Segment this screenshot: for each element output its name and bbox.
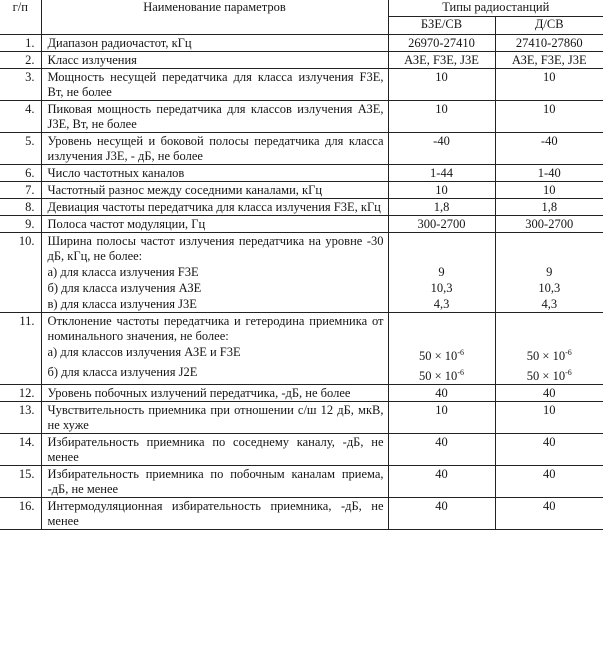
value-type-2: 10 [495,182,603,199]
table-body [0,35,603,530]
row-number: 5. [0,133,41,165]
parameter-name: Ширина полосы частот излучения передатчика на уровне -30 дБ, кГц, не более: [41,233,388,265]
row-number: 6. [0,165,41,182]
table-subrow [0,280,603,296]
value-type-2 [495,264,603,280]
value-type-2: 1,8 [495,199,603,216]
exponent: -6 [457,368,464,377]
table-row [0,402,603,434]
value-type-1 [388,233,495,265]
parameter-name: Класс излучения [41,52,388,69]
parameter-name: Частотный разнос между соседними каналами, кГц [41,182,388,199]
value-type-2: 40 [495,498,603,530]
value-type-2 [495,296,603,313]
row-number: 7. [0,182,41,199]
table-row [0,133,603,165]
exponent: -6 [565,348,572,357]
value-text: 50 × 10 [526,349,566,363]
table-row [0,466,603,498]
value-type-1: 40 [388,385,495,402]
table-subrow [0,296,603,313]
value-text: 50 × 10 [419,349,458,363]
value-type-1 [388,280,495,296]
header-type-1: БЗЕ/СВ [388,17,495,35]
value-text: 10,3 [430,281,453,295]
value-text: 9 [546,265,553,279]
value-type-2: 40 [495,385,603,402]
table-row [0,498,603,530]
header-name: Наименование параметров [41,0,388,35]
value-type-1 [388,264,495,280]
parameter-name: Отклонение частоты передатчика и гетеродина приемника от номинального значения, не более: [41,313,388,345]
table-subrow [0,264,603,280]
row-number: 16. [0,498,41,530]
table-row [0,233,603,265]
table-row [0,434,603,466]
parameter-name: Полоса частот модуляции, Гц [41,216,388,233]
sub-parameter-name: в) для класса излучения J3E [41,296,388,313]
parameter-name: Уровень несущей и боковой полосы передатчика для класса излучения J3E, - дБ, не более [41,133,388,165]
parameter-name: Девиация частоты передатчика для класса излучения F3E, кГц [41,199,388,216]
value-type-1: 40 [388,466,495,498]
row-number: 15. [0,466,41,498]
exponent: -6 [565,368,572,377]
value-type-2: 10 [495,101,603,133]
table-row [0,101,603,133]
value-text: 4,3 [433,297,450,311]
parameter-name: Мощность несущей передатчика для класса излучения F3E, Вт, не более [41,69,388,101]
row-number: 9. [0,216,41,233]
value-type-2: АЗЕ, F3E, J3E [495,52,603,69]
row-number: 10. [0,233,41,313]
row-number: 2. [0,52,41,69]
sub-parameter-name: а) для класса излучения F3E [41,264,388,280]
value-type-2 [495,364,603,385]
table-subrow [0,344,603,364]
value-type-2: 27410-27860 [495,35,603,52]
table-header [0,0,603,35]
row-number: 1. [0,35,41,52]
value-text: 9 [438,265,445,279]
value-type-2: 40 [495,466,603,498]
sub-parameter-name: б) для класса излучения J2E [41,364,388,385]
value-type-2: 1-40 [495,165,603,182]
row-number: 14. [0,434,41,466]
value-text: 50 × 10 [419,369,458,383]
value-type-1 [388,364,495,385]
parameter-name: Пиковая мощность передатчика для классов излучения АЗЕ, J3E, Вт, не более [41,101,388,133]
value-type-1: 10 [388,402,495,434]
value-type-2: 300-2700 [495,216,603,233]
table-row [0,385,603,402]
value-type-2 [495,233,603,265]
table-row [0,165,603,182]
parameter-name: Избирательность приемника по соседнему каналу, -дБ, не менее [41,434,388,466]
table-row [0,216,603,233]
sub-parameter-name: а) для классов излучения АЗЕ и F3E [41,344,388,364]
exponent: -6 [457,348,464,357]
value-type-2 [495,313,603,345]
parameter-name: Интермодуляционная избирательность приемника, -дБ, не менее [41,498,388,530]
parameter-name: Число частотных каналов [41,165,388,182]
value-type-2: 10 [495,69,603,101]
parameter-name: Избирательность приемника по побочным каналам приема, -дБ, не менее [41,466,388,498]
table-row [0,199,603,216]
row-number: 8. [0,199,41,216]
value-type-1: АЗЕ, F3E, J3E [388,52,495,69]
value-type-2: 10 [495,402,603,434]
value-type-1: 300-2700 [388,216,495,233]
value-type-2: -40 [495,133,603,165]
row-number: 12. [0,385,41,402]
value-type-1: 40 [388,498,495,530]
value-type-2: 40 [495,434,603,466]
value-type-2 [495,280,603,296]
row-number: 3. [0,69,41,101]
value-type-2 [495,344,603,364]
value-text: 50 × 10 [526,369,566,383]
value-type-1: 40 [388,434,495,466]
header-type-2: Д/СВ [495,17,603,35]
value-type-1: -40 [388,133,495,165]
value-type-1 [388,296,495,313]
row-number: 13. [0,402,41,434]
header-number: г/п [0,0,41,35]
table-row [0,52,603,69]
parameter-name: Диапазон радиочастот, кГц [41,35,388,52]
value-type-1 [388,313,495,345]
table-row [0,182,603,199]
value-type-1: 1-44 [388,165,495,182]
table-subrow [0,364,603,385]
table-row [0,35,603,52]
parameter-name: Уровень побочных излучений передатчика, -дБ, не более [41,385,388,402]
sub-parameter-name: б) для класса излучения АЗЕ [41,280,388,296]
value-type-1: 10 [388,101,495,133]
header-types: Типы радиостанций [388,0,603,17]
value-text: 4,3 [541,297,558,311]
value-type-1 [388,344,495,364]
table-row [0,313,603,345]
row-number: 11. [0,313,41,385]
value-type-1: 10 [388,69,495,101]
value-type-1: 10 [388,182,495,199]
value-type-1: 26970-27410 [388,35,495,52]
parameter-name: Чувствительность приемника при отношении с/ш 12 дБ, мкВ, не хуже [41,402,388,434]
table-row [0,69,603,101]
row-number: 4. [0,101,41,133]
value-type-1: 1,8 [388,199,495,216]
value-text: 10,3 [538,281,561,295]
